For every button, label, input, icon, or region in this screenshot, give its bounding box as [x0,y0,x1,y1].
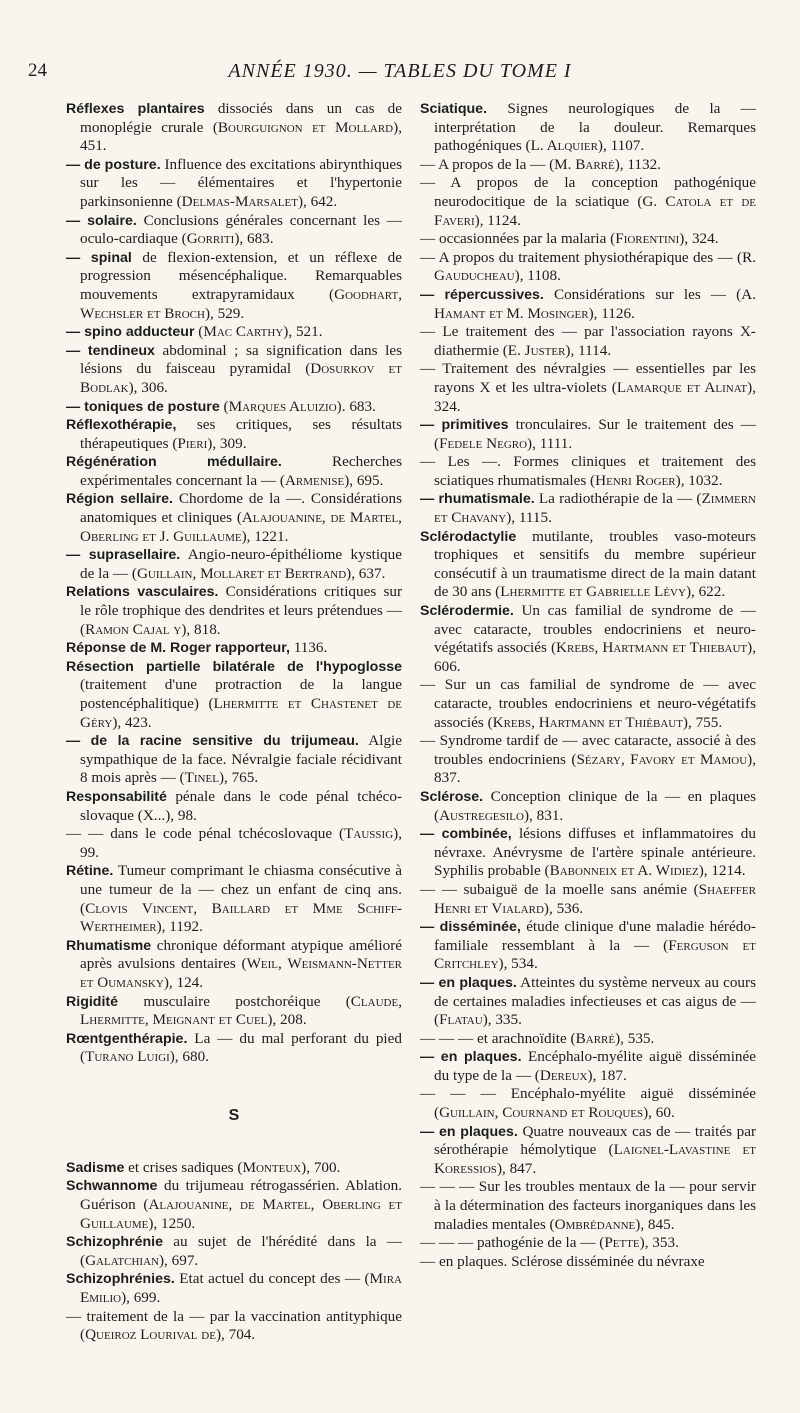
entry-text: Conclusions générales concernant les — oculo-cardiaque ( [80,211,402,248]
entry-head: — disséminée, [420,919,521,936]
entry-tail: ), 60. [643,1104,675,1122]
entry-authors: Ferguson et Critchley [434,936,756,973]
entry-authors: Guillain, Cournand et Rouques [439,1104,644,1122]
entry-head: Sclérodermie. [420,603,514,620]
entry-head: — combinée, [420,826,512,843]
entry-text: pénale dans le code pénal tchéco-slovaque (X...), 98. [80,787,402,824]
entry-tail: ), 423. [112,713,152,731]
entry-text: Encéphalo-myélite aiguë disséminée du type de la — ( [434,1048,757,1084]
entry-authors: Dereux [539,1066,588,1084]
index-entry [420,490,756,527]
index-entry [66,732,402,788]
entry-authors: E. Juster [507,341,566,359]
entry-text: — occasionnées par la malaria ( [420,230,616,248]
entry-tail: ), 697. [158,1251,199,1269]
index-columns [66,100,782,1400]
index-entry [66,825,402,862]
entry-authors: Alajouanine, de Martel, Oberling et Guillaume [80,1196,402,1232]
entry-tail: ), 1221. [241,527,289,545]
entry-text: — — — Sur les troubles mentaux de la — pour servir à la détermination des facteurs inorganiques dans les maladies mentales ( [420,1178,756,1233]
entry-authors: Guillain, Mollaret et Bertrand [136,564,347,582]
entry-text: Un cas familial de syndrome de — avec cataracte, troubles endocriniens et neuro-végétatifs associés ( [434,602,756,657]
left-column [66,100,402,1345]
entry-head: Réflexes plantaires [66,101,205,117]
entry-head: — en plaques. [420,1123,518,1140]
entry-tail: ), 755. [682,713,723,731]
entry-text: et crises sadiques ( [124,1158,243,1176]
entry-tail: ), 529. [204,304,245,322]
entry-tail: ), 306. [128,378,168,396]
entry-head: — rhumatismale. [420,491,535,508]
entry-authors: Krebs, Hartmann et Thiébaut [492,713,683,731]
entry-text: tronculaires. Sur le traitement des — ( [434,416,756,452]
entry-text: ( [194,323,204,341]
entry-authors: Babonneix et A. Widiez [549,862,699,880]
entry-authors: A. Hamant et M. Mosinger [434,285,757,322]
entry-authors: Gorriti [186,230,235,248]
entry-head: Sclérodactylie [420,528,517,545]
index-entry [420,249,756,286]
entry-text: abdominal ; sa signification dans les lésions du faisceau pyramidal ( [80,341,402,378]
entry-authors: Taussig [344,825,394,843]
entry-text: — en plaques. Sclérose disséminée du névraxe [420,1252,705,1270]
index-entry [420,1178,756,1234]
entry-text: ses critiques, ses résultats thérapeutiques ( [80,416,402,452]
entry-authors: Marques Aluizio [228,397,337,415]
index-entry [66,993,402,1030]
entry-head: — primitives [420,417,509,434]
index-entry [66,249,402,323]
entry-tail: ), 1132. [614,155,661,173]
index-entry [420,174,756,230]
entry-text: Tumeur comprimant le chiasma consécutive à une tumeur de la — chez un enfant de cinq ans. ( [80,862,402,917]
entry-text: Signes neurologiques de la — interprétation de la douleur. Remarques pathogéniques ( [434,100,756,155]
entry-tail: ), 606. [434,639,756,675]
entry-text: Etat actuel du concept des — ( [174,1270,370,1288]
entry-text: (traitement d'une protraction de la langue postencéphalitique) ( [80,676,402,712]
entry-authors: Ombrédanne [554,1215,636,1233]
entry-text: — — subaiguë de la moelle sans anémie ( [420,880,699,898]
index-entry [66,156,402,212]
index-entry [66,323,402,342]
entry-authors: L. Alquier [530,137,598,155]
entry-text: Considérations critiques sur le rôle trophique des dendrites et leurs prétendues — ( [80,583,403,638]
page-number: 24 [28,60,47,81]
entry-tail: ), 765. [218,769,259,787]
index-entry [420,1048,756,1085]
entry-head: — spino adducteur [66,324,195,341]
section-letter: S [228,1106,240,1124]
entry-authors: Lamarque et Alinat [616,378,748,396]
index-entry [420,974,756,1030]
entry-head: Réflexothérapie, [66,417,177,434]
entry-tail: ), 451. [80,118,402,155]
entry-tail: ), 700. [301,1158,341,1176]
entry-head: — spinal [66,249,132,266]
entry-text: au sujet de l'hérédité dans la — ( [80,1233,402,1269]
entry-tail: ), 680. [169,1048,209,1066]
entry-authors: Mac Carthy [203,323,284,341]
entry-text: — — — Encéphalo-myélite aiguë disséminée ( [420,1085,756,1122]
entry-text: mutilante, troubles vaso-moteurs trophiques et sensitifs du membre supérieur consécutif à un traumatisme direct de la main datant de 30 ans ( [434,527,756,601]
entry-tail: ), 642. [297,192,338,210]
entry-text: — — — et arachnoïdite ( [420,1029,576,1047]
index-entry [66,1308,402,1345]
index-entry [66,658,402,732]
entry-text: — A propos de la — (M. [420,155,576,173]
index-entry [66,1270,402,1307]
entry-head: — de posture. [66,156,161,173]
index-entry [420,1030,756,1049]
entry-authors: Monteux [242,1158,302,1176]
index-entry [420,1234,756,1253]
entries-s [66,1159,402,1345]
entry-text: Atteintes du système nerveux au cours de certaines maladies infectieuses et cas aigus de — ( [434,973,756,1029]
entry-authors: Shaeffer Henri et Vialard [434,880,756,917]
entry-tail: ), 699. [121,1289,161,1307]
entry-tail: ), 622. [685,583,726,601]
entry-text: Conception clinique de la — en plaques ( [434,787,756,824]
entry-tail: ), 353. [639,1234,679,1252]
index-entry [420,1123,756,1179]
entry-head: Sadisme [66,1159,125,1176]
entry-tail: ), 335. [482,1011,522,1029]
entry-authors: Fedele Negro [439,434,528,452]
entry-authors: Tinel [184,769,219,787]
entry-head: Résection partielle bilatérale de l'hypoglosse [66,658,402,675]
entry-authors: Barré [575,155,615,173]
entry-authors: Austregesilo [439,806,524,824]
entry-tail: ), 309. [207,434,247,452]
entry-tail: ), 187. [587,1066,627,1084]
entry-head: Relations vasculaires. [66,584,219,601]
entry-tail: ), 847. [496,1159,537,1177]
index-entry [66,398,402,417]
entry-text: — A propos du traitement physiothérapique des — ( [420,248,743,266]
entry-tail: ). 683. [336,397,376,415]
entry-text: Chordome de la —. Considérations anatomiques et cliniques ( [80,490,403,527]
entry-authors: Pette [604,1234,640,1252]
entry-tail: ), 818. [181,620,221,638]
index-entry [420,360,756,416]
index-entry [66,788,402,825]
entry-authors: Delmas-Marsalet [181,192,298,210]
entry-text: lésions diffuses et inflammatoires du névraxe. Anévrysme de l'artère spinale antérieure. Syphilis probable ( [434,825,756,880]
index-entry [66,100,402,156]
entry-authors: Turano Luigi [85,1048,170,1066]
entry-tail: ), 683. [234,230,274,248]
entry-tail: ), 1115. [506,509,552,527]
running-title: ANNÉE 1930. — TABLES DU TOME I [228,60,572,82]
index-entry [66,342,402,398]
entry-tail: ), 535. [615,1029,655,1047]
entry-text: Influence des excitations abirynthiques sur les — élémentaires et l'hypertonie parkinsonienne ( [80,155,402,210]
index-entry [420,1253,756,1272]
index-entry [420,676,756,732]
entry-authors: G. Catola et de Faveri [434,192,756,229]
entry-authors: Krebs, Hartmann et Thiebaut [556,639,748,657]
entry-authors: Pieri [177,434,208,452]
index-entry [420,602,756,676]
entry-authors: Goodhart, Wechsler et Broch [80,285,402,322]
entry-head: — tendineux [66,342,155,359]
entry-text: Algie sympathique de la face. Névralgie faciale récidivant 8 mois après — ( [80,732,402,787]
entry-tail: ), 704. [215,1326,256,1344]
entry-tail: ), 1108. [514,267,561,285]
entry-text: Quatre nouveaux cas de — traités par sérothérapie hémolytique ( [434,1122,756,1159]
entry-head: — en plaques. [420,1049,522,1066]
index-entry [66,1177,402,1233]
entry-authors: Ramon Cajal y [85,620,182,638]
entry-head: Rétine. [66,863,114,880]
entry-head: — en plaques. [420,974,517,991]
index-entry [66,583,402,639]
entry-tail: ), 831. [523,806,564,824]
entry-text: — Le traitement des — par l'association rayons X-diathermie ( [420,323,756,359]
entry-head: — répercussives. [420,286,544,303]
index-entry [66,1233,402,1270]
entry-head: Schizophrénies. [66,1271,175,1288]
entry-authors: Lhermitte et Gabrielle Lévy [500,583,686,601]
entry-authors: Laignel-Lavastine et Koressios [434,1141,756,1177]
index-entry [66,416,402,453]
entry-head: Schwannome [66,1178,158,1195]
index-entry [420,156,756,175]
entry-authors: Lhermitte et Chastenet de Géry [80,695,403,731]
index-entry [66,212,402,249]
entry-tail: ), 637. [346,564,386,582]
index-entry [420,528,756,602]
entry-text: ( [219,397,229,415]
page-header [28,60,772,88]
index-entry [66,1159,402,1178]
entry-head: — solaire. [66,212,137,229]
entry-head: — de la racine sensitive du trijumeau. [66,733,359,750]
entry-tail: ), 536. [543,899,584,917]
entry-text: — — dans le code pénal tchécoslovaque ( [66,825,345,843]
entry-text: du trijumeau rétrogassérien. Ablation. Guérison ( [80,1177,402,1214]
index-entry [66,546,402,583]
entry-text: — Les —. Formes cliniques et traitement des sciatiques rhumatismales ( [420,453,756,489]
entry-authors: Zimmern et Chavany [434,490,757,527]
entry-text: — Traitement des névralgies — essentielles par les rayons X et les ultra-violets ( [420,360,756,396]
entry-text: musculaire postchoréique ( [118,992,351,1010]
entry-tail: ), 1114. [565,341,612,359]
entry-tail: ), 1192. [156,918,203,936]
entry-head: Rigidité [66,993,119,1010]
right-column [420,100,756,1271]
entry-text: — traitement de la — par la vaccination antityphique ( [66,1307,402,1344]
index-entry [66,639,402,658]
entry-tail: ), 845. [635,1215,675,1233]
index-entry [420,788,756,825]
index-entry [420,732,756,788]
entry-head: Schizophrénie [66,1234,163,1251]
index-entry [66,490,402,546]
index-entry [66,1030,402,1067]
entry-text: 1136. [289,639,328,657]
entry-authors: Fiorentini [615,230,680,248]
entry-authors: Queiroz Lourival de [85,1326,216,1344]
entry-text: La radiothérapie de la — ( [534,490,702,508]
entry-text: chronique déformant atypique amélioré après avulsions dentaires ( [80,936,402,973]
entry-authors: Sézary, Favory et Mamou [576,750,748,768]
entry-head: Responsabilité [66,788,167,805]
entry-head: Rœntgenthérapie. [66,1030,188,1047]
entry-text: — Syndrome tardif de — avec cataracte, associé à des troubles endocriniens ( [420,732,756,768]
entry-tail: ), 1214. [698,862,746,880]
entry-tail: ), 1032. [675,471,723,489]
entry-tail: ), 208. [267,1011,307,1029]
entry-authors: Mira Emilio [80,1270,402,1307]
entry-head: Sciatique. [420,101,488,117]
index-entry [420,323,756,360]
entry-tail: ), 1124. [474,211,521,229]
entry-text: Angio-neuro-épithéliome kystique de la — ( [80,546,402,582]
index-entry [66,453,402,490]
entry-text: étude clinique d'une maladie hérédo-familiale ressemblant à la — ( [434,918,756,954]
index-entry [66,862,402,936]
entry-tail: ), 124. [163,973,204,991]
entry-authors: Alajouanine, de Martel, Oberling et J. Guillaume [80,509,402,545]
entry-authors: Bourguignon et Mollard [217,118,394,136]
entry-tail: ), 837. [434,750,756,787]
entry-text: — A propos de la conception pathogénique neurodocitique de la sciatique ( [420,174,756,210]
index-entry [420,825,756,881]
entry-head: Régénération médullaire. [66,454,282,471]
entry-head: — toniques de posture [66,398,220,415]
entry-authors: Henri Roger [595,471,676,489]
entry-head: Région sellaire. [66,491,173,508]
entry-text: de flexion-extension, et un réflexe de progression mésencéphalique. Remarquables mouvements extrapyramidaux ( [80,248,402,303]
entry-tail: ), 1250. [148,1214,196,1232]
entry-authors: Claude, Lhermitte, Meignant et Cuel [80,992,402,1029]
entry-tail: ), 324. [679,230,719,248]
entry-text: Recherches expérimentales concernant la — ( [80,453,402,489]
entry-authors: Weil, Weismann-Netter et Oumansky [80,955,403,991]
entry-text: — Sur un cas familial de syndrome de — avec cataracte, troubles endocriniens et neuro-végétatifs associés ( [420,676,756,731]
index-entry [420,100,756,156]
entry-authors: Dosurkov et Bodlak [80,360,402,396]
index-entry [420,416,756,453]
entry-authors: Flatau [439,1011,483,1029]
entry-text: dissociés dans un cas de monoplégie crurale ( [80,100,402,136]
index-entry [420,918,756,974]
entry-head: Sclérose. [420,788,484,805]
entry-tail: ), 99. [80,825,402,861]
entry-head: Rhumatisme [66,937,152,954]
entry-head: — suprasellaire. [66,547,181,564]
entry-authors: Armenise [284,471,345,489]
entry-head: Réponse de M. Roger rapporteur, [66,640,290,657]
entry-tail: ), 1107. [597,137,645,155]
entry-authors: Galatchian [85,1251,159,1269]
entry-authors: R. Gauducheau [434,248,756,285]
index-entry [420,453,756,490]
entries-r [66,100,402,1067]
index-entry [420,230,756,249]
entry-text: Considérations sur les — ( [543,285,742,303]
entry-text: La — du mal perforant du pied ( [80,1029,402,1066]
index-entry [66,937,402,993]
entry-tail: ), 695. [344,471,384,489]
entry-tail: ), 324. [434,378,756,415]
entry-tail: ), 534. [498,955,538,973]
entry-tail: ), 1126. [588,304,635,322]
index-entry [420,1085,756,1122]
index-entry [420,881,756,918]
entry-authors: Clovis Vincent, Baillard et Mme Schiff-Wertheimer [80,899,402,936]
index-entry [420,286,756,323]
entry-authors: Barré [575,1029,616,1047]
entry-text: — — — pathogénie de la — ( [420,1234,605,1252]
entry-tail: ), 1111. [527,434,573,452]
entry-tail: ), 521. [283,323,323,341]
